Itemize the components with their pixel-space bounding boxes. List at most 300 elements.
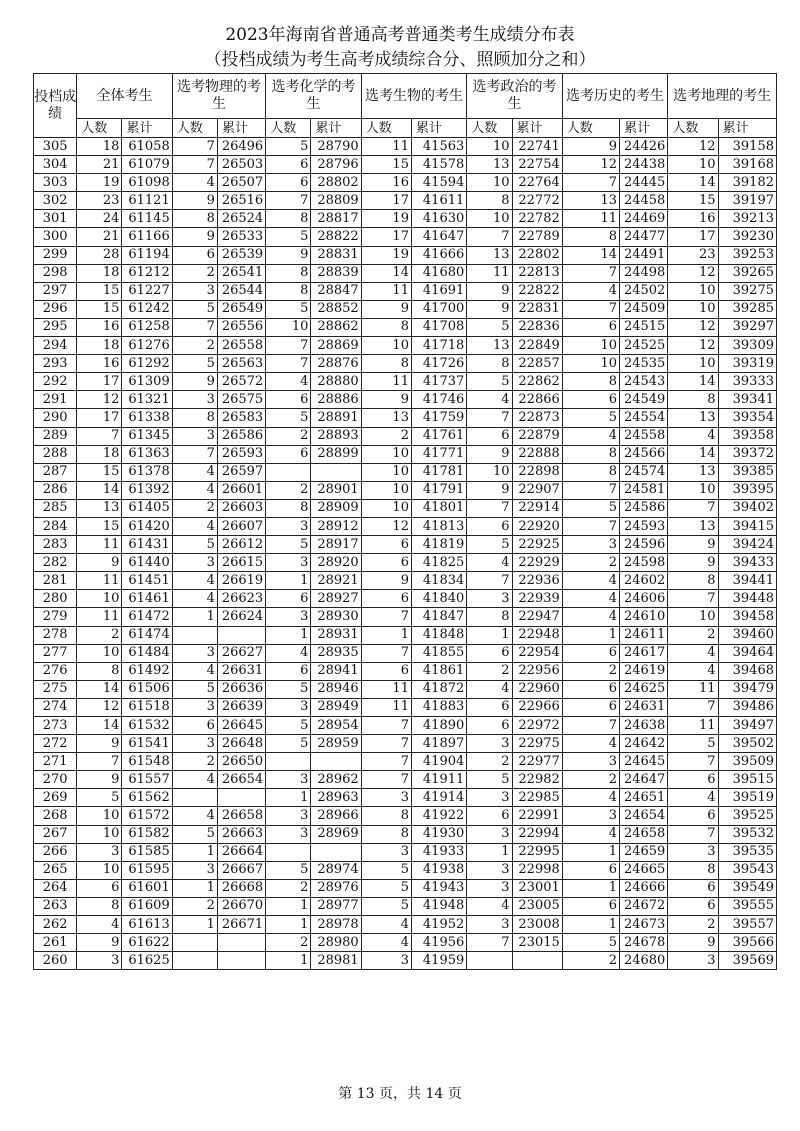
count-cell: 7 — [361, 608, 411, 626]
count-cell: 12 — [77, 391, 122, 409]
cumulative-cell: 24606 — [620, 590, 668, 608]
cumulative-cell: 24596 — [620, 536, 668, 554]
group-header-biology: 选考生物的考生 — [361, 74, 467, 119]
cumulative-cell: 61321 — [122, 391, 172, 409]
count-cell: 17 — [77, 373, 122, 391]
table-row — [34, 680, 777, 698]
count-cell: 6 — [668, 879, 718, 897]
cumulative-cell — [217, 934, 265, 952]
cumulative-cell: 39460 — [718, 626, 776, 644]
cumulative-cell: 24458 — [620, 192, 668, 210]
count-cell — [467, 952, 512, 970]
cumulative-cell: 24645 — [620, 753, 668, 771]
cumulative-cell: 24498 — [620, 264, 668, 282]
cumulative-cell: 61440 — [122, 554, 172, 572]
cumulative-cell: 24445 — [620, 174, 668, 192]
count-cell: 9 — [77, 934, 122, 952]
cumulative-cell: 28893 — [311, 427, 361, 445]
cumulative-cell: 61518 — [122, 698, 172, 716]
cumulative-cell: 22822 — [512, 282, 562, 300]
cumulative-cell: 61506 — [122, 680, 172, 698]
cumulative-cell: 41861 — [411, 662, 466, 680]
cumulative-cell: 28935 — [311, 644, 361, 662]
count-cell: 2 — [266, 934, 311, 952]
cumulative-cell: 22977 — [512, 753, 562, 771]
count-cell: 8 — [77, 662, 122, 680]
cumulative-cell: 22966 — [512, 698, 562, 716]
count-cell: 3 — [266, 698, 311, 716]
count-cell: 6 — [361, 536, 411, 554]
count-cell: 15 — [77, 463, 122, 481]
score-cell: 271 — [34, 753, 77, 771]
cumulative-cell: 61405 — [122, 499, 172, 517]
count-cell: 10 — [77, 861, 122, 879]
cumulative-cell: 26503 — [217, 156, 265, 174]
cumulative-cell: 22764 — [512, 174, 562, 192]
count-cell: 8 — [266, 264, 311, 282]
cumulative-cell — [512, 952, 562, 970]
count-cell: 8 — [172, 409, 217, 427]
table-row — [34, 192, 777, 210]
cumulative-cell: 39309 — [718, 337, 776, 355]
cumulative-cell: 61431 — [122, 536, 172, 554]
score-cell: 280 — [34, 590, 77, 608]
count-cell: 1 — [562, 879, 619, 897]
count-cell: 6 — [467, 644, 512, 662]
cumulative-cell: 39479 — [718, 680, 776, 698]
count-cell: 6 — [266, 156, 311, 174]
cumulative-cell: 28909 — [311, 499, 361, 517]
count-cell: 3 — [562, 753, 619, 771]
cumulative-cell: 24525 — [620, 337, 668, 355]
count-cell: 10 — [562, 337, 619, 355]
cumulative-cell: 61613 — [122, 916, 172, 934]
cumulative-cell: 26631 — [217, 662, 265, 680]
count-cell: 7 — [77, 427, 122, 445]
cumulative-cell: 22947 — [512, 608, 562, 626]
cumulative-cell: 41700 — [411, 300, 466, 318]
count-cell: 5 — [266, 300, 311, 318]
count-cell: 11 — [668, 717, 718, 735]
count-cell: 4 — [266, 373, 311, 391]
cumulative-cell: 22982 — [512, 771, 562, 789]
score-cell: 274 — [34, 698, 77, 716]
cumulative-cell: 39433 — [718, 554, 776, 572]
count-cell: 9 — [77, 771, 122, 789]
count-cell: 13 — [668, 409, 718, 427]
group-header-politics: 选考政治的考生 — [467, 74, 563, 119]
count-cell: 8 — [361, 318, 411, 336]
count-cell: 7 — [266, 192, 311, 210]
score-cell: 305 — [34, 138, 77, 156]
cumulative-cell: 24631 — [620, 698, 668, 716]
count-cell: 7 — [562, 174, 619, 192]
cumulative-cell: 26597 — [217, 463, 265, 481]
cumulative-cell: 22991 — [512, 807, 562, 825]
score-cell: 268 — [34, 807, 77, 825]
cumulative-cell: 39197 — [718, 192, 776, 210]
count-cell: 2 — [562, 662, 619, 680]
cumulative-cell: 39415 — [718, 517, 776, 535]
cumulative-cell: 26549 — [217, 300, 265, 318]
count-cell: 6 — [361, 590, 411, 608]
cumulative-cell: 24658 — [620, 825, 668, 843]
cumulative-cell: 24593 — [620, 517, 668, 535]
cumulative-cell: 26507 — [217, 174, 265, 192]
count-cell: 4 — [172, 463, 217, 481]
cumulative-cell: 39566 — [718, 934, 776, 952]
count-cell: 11 — [668, 680, 718, 698]
count-cell: 5 — [266, 717, 311, 735]
score-cell: 261 — [34, 934, 77, 952]
count-cell: 10 — [361, 337, 411, 355]
cumulative-cell: 41922 — [411, 807, 466, 825]
cumulative-cell: 26636 — [217, 680, 265, 698]
count-cell: 13 — [467, 156, 512, 174]
count-cell: 13 — [668, 517, 718, 535]
count-column-header: 人数 — [467, 119, 512, 138]
cumulative-cell: 22995 — [512, 843, 562, 861]
count-cell: 23 — [77, 192, 122, 210]
count-cell: 7 — [77, 753, 122, 771]
score-cell: 287 — [34, 463, 77, 481]
cumulative-cell: 26607 — [217, 517, 265, 535]
cumulative-cell: 26615 — [217, 554, 265, 572]
count-cell: 14 — [668, 174, 718, 192]
count-cell: 4 — [562, 590, 619, 608]
count-cell: 3 — [266, 608, 311, 626]
cumulative-cell: 24672 — [620, 897, 668, 915]
count-cell: 10 — [668, 156, 718, 174]
cumulative-cell: 24426 — [620, 138, 668, 156]
count-cell: 4 — [562, 427, 619, 445]
cumulative-cell: 28876 — [311, 355, 361, 373]
cumulative-cell: 41563 — [411, 138, 466, 156]
score-cell: 295 — [34, 318, 77, 336]
count-cell: 15 — [668, 192, 718, 210]
count-cell: 2 — [668, 916, 718, 934]
cumulative-cell: 41718 — [411, 337, 466, 355]
count-cell: 6 — [77, 879, 122, 897]
count-cell: 10 — [361, 499, 411, 517]
count-cell: 7 — [562, 264, 619, 282]
cumulative-cell: 39319 — [718, 355, 776, 373]
table-row — [34, 717, 777, 735]
count-cell: 9 — [77, 554, 122, 572]
count-cell: 3 — [172, 282, 217, 300]
count-cell: 4 — [172, 807, 217, 825]
count-cell: 7 — [562, 481, 619, 499]
count-cell: 6 — [266, 662, 311, 680]
cumulative-cell: 26593 — [217, 445, 265, 463]
cumulative-cell: 41959 — [411, 952, 466, 970]
table-row — [34, 916, 777, 934]
cumulative-cell: 28852 — [311, 300, 361, 318]
count-cell: 16 — [77, 355, 122, 373]
count-cell: 5 — [266, 680, 311, 698]
count-cell: 11 — [361, 373, 411, 391]
count-cell: 7 — [668, 753, 718, 771]
cumulative-cell: 39341 — [718, 391, 776, 409]
cumulative-cell: 24581 — [620, 481, 668, 499]
count-cell: 10 — [361, 463, 411, 481]
count-cell: 5 — [467, 536, 512, 554]
cumulative-cell: 39402 — [718, 499, 776, 517]
cumulative-cell: 22888 — [512, 445, 562, 463]
score-cell: 265 — [34, 861, 77, 879]
count-cell: 13 — [562, 192, 619, 210]
cumulative-cell: 61622 — [122, 934, 172, 952]
count-cell: 3 — [467, 590, 512, 608]
count-cell: 1 — [172, 843, 217, 861]
table-row — [34, 735, 777, 753]
cumulative-cell: 24509 — [620, 300, 668, 318]
count-cell: 2 — [77, 626, 122, 644]
table-row — [34, 536, 777, 554]
cumulative-cell: 39519 — [718, 789, 776, 807]
cumulative-cell: 24651 — [620, 789, 668, 807]
count-cell: 4 — [562, 282, 619, 300]
score-cell: 289 — [34, 427, 77, 445]
count-cell: 9 — [77, 735, 122, 753]
cumulative-cell: 61098 — [122, 174, 172, 192]
count-cell: 6 — [562, 680, 619, 698]
count-cell — [266, 753, 311, 771]
count-cell: 3 — [266, 825, 311, 843]
count-cell: 1 — [172, 879, 217, 897]
count-cell: 9 — [467, 282, 512, 300]
score-cell: 304 — [34, 156, 77, 174]
cumulative-cell: 61212 — [122, 264, 172, 282]
count-cell: 8 — [467, 608, 512, 626]
cumulative-cell: 61276 — [122, 337, 172, 355]
count-cell: 7 — [266, 337, 311, 355]
count-cell: 6 — [562, 698, 619, 716]
table-row — [34, 698, 777, 716]
count-cell: 7 — [562, 300, 619, 318]
table-row — [34, 174, 777, 192]
count-cell: 8 — [361, 807, 411, 825]
count-cell: 4 — [361, 916, 411, 934]
cumulative-cell: 39213 — [718, 210, 776, 228]
count-cell: 9 — [172, 192, 217, 210]
count-cell: 2 — [467, 662, 512, 680]
cumulative-cell: 22879 — [512, 427, 562, 445]
count-cell: 6 — [562, 391, 619, 409]
cumulative-cell: 61345 — [122, 427, 172, 445]
count-cell: 1 — [266, 897, 311, 915]
count-cell: 9 — [266, 246, 311, 264]
count-cell: 3 — [266, 517, 311, 535]
count-cell: 6 — [562, 318, 619, 336]
count-cell: 3 — [467, 789, 512, 807]
cumulative-cell: 28974 — [311, 861, 361, 879]
cumulative-cell: 41771 — [411, 445, 466, 463]
count-cell: 6 — [172, 246, 217, 264]
cumulative-cell: 28822 — [311, 228, 361, 246]
count-cell: 4 — [467, 391, 512, 409]
cumulative-cell: 26583 — [217, 409, 265, 427]
cumulative-cell: 22998 — [512, 861, 562, 879]
count-cell: 11 — [77, 572, 122, 590]
cumulative-cell: 24586 — [620, 499, 668, 517]
cumulative-cell: 26670 — [217, 897, 265, 915]
count-cell: 6 — [266, 391, 311, 409]
cumulative-cell: 61420 — [122, 517, 172, 535]
cumulative-cell: 24666 — [620, 879, 668, 897]
count-cell: 24 — [77, 210, 122, 228]
count-cell: 4 — [562, 608, 619, 626]
count-cell: 3 — [266, 807, 311, 825]
cumulative-cell: 23005 — [512, 897, 562, 915]
count-cell: 14 — [77, 680, 122, 698]
table-row — [34, 879, 777, 897]
table-row — [34, 210, 777, 228]
cumulative-cell: 28930 — [311, 608, 361, 626]
cumulative-cell: 22873 — [512, 409, 562, 427]
cumulative-cell: 22939 — [512, 590, 562, 608]
cumulative-cell: 39486 — [718, 698, 776, 716]
count-cell: 10 — [668, 300, 718, 318]
cumulative-cell: 61572 — [122, 807, 172, 825]
table-row — [34, 952, 777, 970]
cumulative-cell: 26575 — [217, 391, 265, 409]
count-cell: 9 — [467, 481, 512, 499]
count-cell: 7 — [361, 753, 411, 771]
count-cell: 10 — [77, 825, 122, 843]
count-cell: 6 — [562, 861, 619, 879]
count-cell: 10 — [77, 644, 122, 662]
count-cell: 6 — [467, 427, 512, 445]
cumulative-cell: 22789 — [512, 228, 562, 246]
count-cell: 6 — [266, 590, 311, 608]
cumulative-cell: 24617 — [620, 644, 668, 662]
cumulative-cell: 26524 — [217, 210, 265, 228]
score-cell: 300 — [34, 228, 77, 246]
count-cell: 8 — [562, 463, 619, 481]
cumulative-cell: 41708 — [411, 318, 466, 336]
cumulative-cell — [311, 463, 361, 481]
score-cell: 290 — [34, 409, 77, 427]
count-cell: 5 — [467, 771, 512, 789]
count-cell: 5 — [266, 861, 311, 879]
table-row — [34, 282, 777, 300]
table-row — [34, 373, 777, 391]
cumulative-cell: 24625 — [620, 680, 668, 698]
count-cell: 5 — [361, 879, 411, 897]
page-title: 2023年海南省普通高考普通类考生成绩分布表 — [225, 25, 575, 45]
cumulative-cell: 26668 — [217, 879, 265, 897]
cumulative-cell: 41948 — [411, 897, 466, 915]
count-cell: 15 — [77, 300, 122, 318]
count-cell: 1 — [172, 916, 217, 934]
count-cell: 5 — [172, 680, 217, 698]
count-cell: 2 — [668, 626, 718, 644]
cumulative-cell: 22914 — [512, 499, 562, 517]
count-cell: 3 — [172, 391, 217, 409]
cumulative-cell: 61541 — [122, 735, 172, 753]
count-cell: 14 — [562, 246, 619, 264]
count-cell: 4 — [562, 825, 619, 843]
count-cell: 11 — [467, 264, 512, 282]
count-cell: 2 — [266, 427, 311, 445]
count-cell: 11 — [77, 608, 122, 626]
count-cell: 2 — [172, 337, 217, 355]
cumulative-cell — [311, 753, 361, 771]
count-cell: 7 — [668, 499, 718, 517]
count-cell: 10 — [77, 590, 122, 608]
cumulative-cell: 26639 — [217, 698, 265, 716]
count-cell: 11 — [361, 680, 411, 698]
cumulative-cell: 61582 — [122, 825, 172, 843]
cumulative-cell: 41801 — [411, 499, 466, 517]
table-row — [34, 934, 777, 952]
cumulative-cell: 41737 — [411, 373, 466, 391]
score-cell: 291 — [34, 391, 77, 409]
count-cell: 10 — [467, 210, 512, 228]
count-cell: 7 — [172, 445, 217, 463]
count-cell: 11 — [361, 698, 411, 716]
count-cell: 23 — [668, 246, 718, 264]
cumulative-cell: 39230 — [718, 228, 776, 246]
cumulative-cell: 24477 — [620, 228, 668, 246]
count-cell: 6 — [668, 771, 718, 789]
table-row — [34, 138, 777, 156]
count-cell: 10 — [668, 608, 718, 626]
count-cell: 8 — [266, 282, 311, 300]
cumulative-cell: 61363 — [122, 445, 172, 463]
count-cell: 4 — [562, 789, 619, 807]
cumulative-cell: 22898 — [512, 463, 562, 481]
count-cell: 11 — [361, 138, 411, 156]
count-cell: 2 — [562, 554, 619, 572]
count-cell: 3 — [266, 554, 311, 572]
cumulative-cell: 24611 — [620, 626, 668, 644]
cumulative-cell: 41848 — [411, 626, 466, 644]
count-cell: 5 — [562, 934, 619, 952]
count-cell: 14 — [668, 445, 718, 463]
cumulative-cell: 22960 — [512, 680, 562, 698]
cumulative-cell: 28920 — [311, 554, 361, 572]
count-cell: 3 — [266, 771, 311, 789]
count-cell: 28 — [77, 246, 122, 264]
table-row — [34, 789, 777, 807]
cumulative-column-header: 累计 — [512, 119, 562, 138]
cumulative-cell: 24502 — [620, 282, 668, 300]
cumulative-cell: 61585 — [122, 843, 172, 861]
cumulative-cell: 24602 — [620, 572, 668, 590]
cumulative-cell: 24491 — [620, 246, 668, 264]
count-cell: 10 — [668, 481, 718, 499]
cumulative-cell: 26645 — [217, 717, 265, 735]
count-cell: 3 — [467, 879, 512, 897]
count-cell: 10 — [668, 355, 718, 373]
cumulative-cell: 28927 — [311, 590, 361, 608]
count-cell: 1 — [467, 843, 512, 861]
cumulative-cell: 22985 — [512, 789, 562, 807]
cumulative-cell: 39168 — [718, 156, 776, 174]
count-cell: 9 — [361, 300, 411, 318]
count-cell: 16 — [668, 210, 718, 228]
cumulative-cell: 22857 — [512, 355, 562, 373]
count-cell: 4 — [172, 662, 217, 680]
cumulative-cell: 28966 — [311, 807, 361, 825]
cumulative-cell: 26539 — [217, 246, 265, 264]
score-cell: 303 — [34, 174, 77, 192]
cumulative-cell: 39424 — [718, 536, 776, 554]
count-cell: 4 — [172, 771, 217, 789]
cumulative-cell: 28969 — [311, 825, 361, 843]
